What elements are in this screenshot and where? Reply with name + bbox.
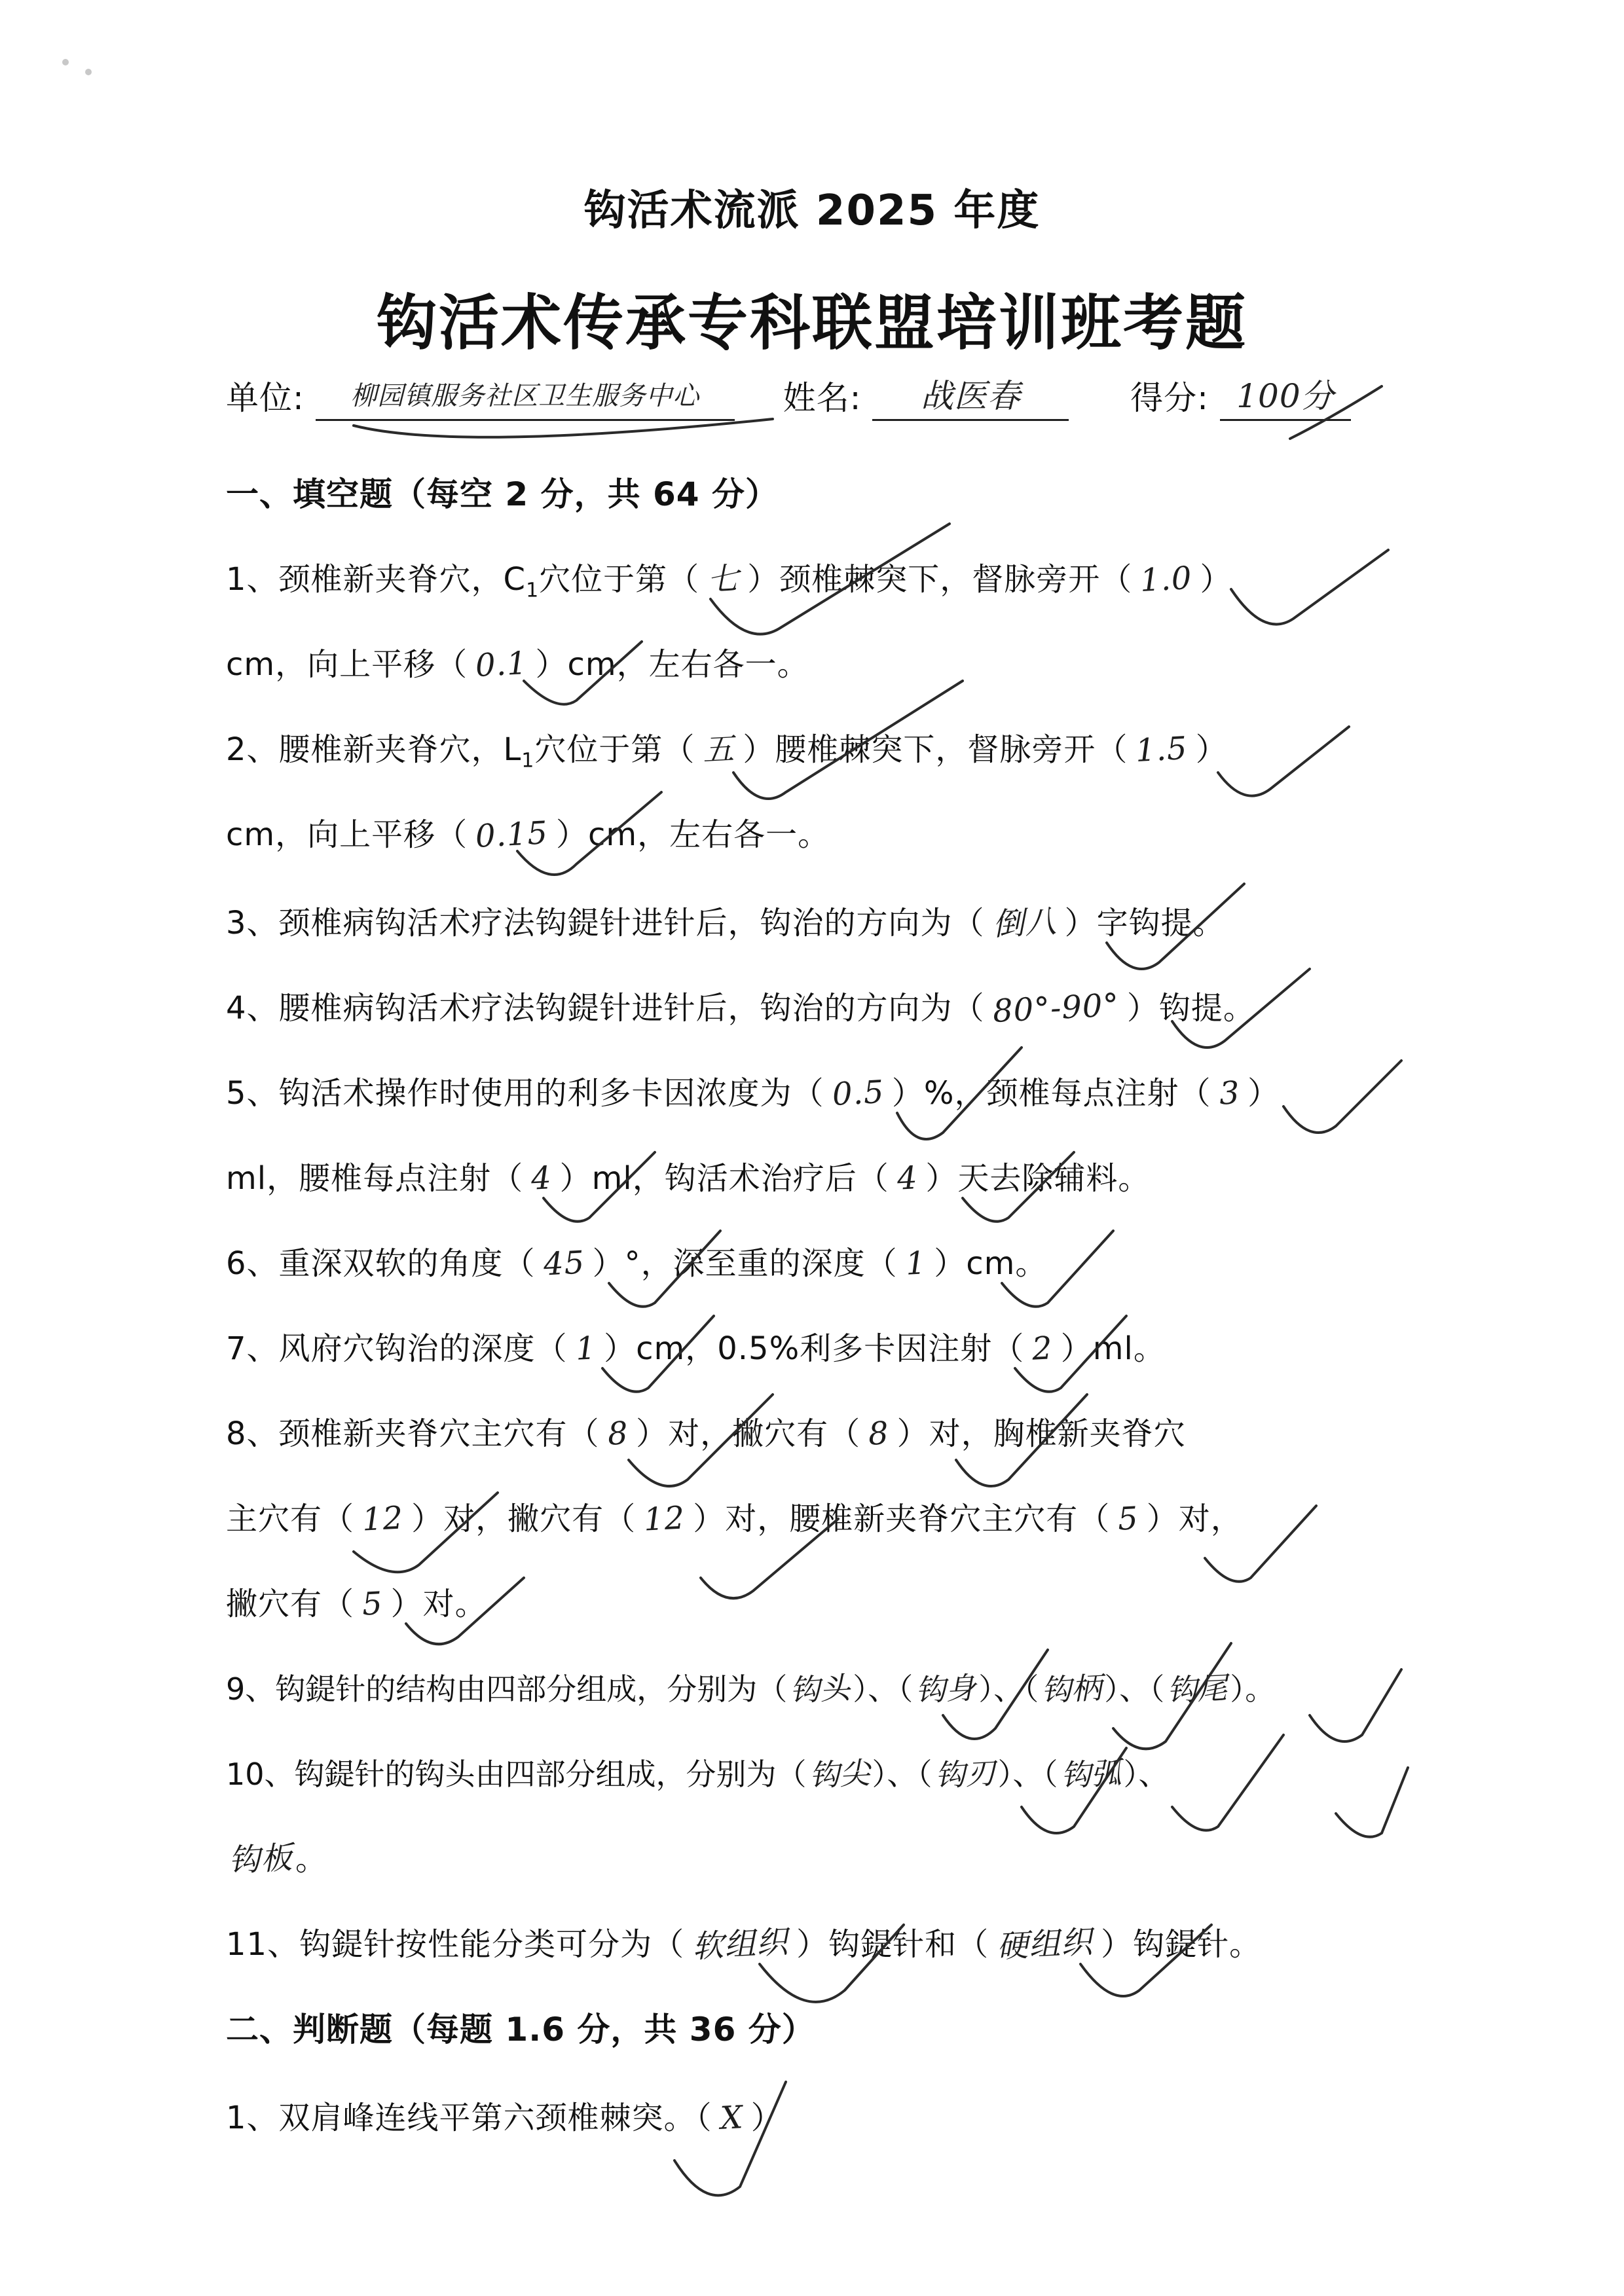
- answer: 1.0: [1139, 559, 1193, 600]
- answer: 钩柄: [1040, 1669, 1103, 1709]
- answer: 3: [1218, 1074, 1241, 1112]
- answer: 0.1: [474, 644, 528, 685]
- question-10-line2: 钩板。: [226, 1836, 1418, 1882]
- check-mark: [354, 419, 773, 437]
- scan-speck: [85, 69, 92, 75]
- answer: 1: [904, 1245, 927, 1283]
- answer: 5: [1116, 1500, 1140, 1538]
- question-8-line1: 8、颈椎新夹脊穴主穴有（ 8 ）对，撇穴有（ 8 ）对，胸椎新夹脊穴: [226, 1411, 1418, 1457]
- section1-heading: 一、填空题（每空 2 分，共 64 分）: [226, 475, 779, 513]
- answer: 钩尾: [1166, 1669, 1228, 1709]
- answer: 8: [606, 1415, 629, 1453]
- question-6: 6、重深双软的角度（ 45 ）°，深至重的深度（ 1 ）cm。: [226, 1241, 1418, 1286]
- name-label: 姓名:: [783, 379, 862, 417]
- answer: 4: [896, 1159, 919, 1197]
- answer: 倒八: [991, 903, 1058, 943]
- question-2-line2: cm，向上平移（ 0.15 ）cm，左右各一。: [226, 812, 1418, 858]
- answer: 钩弧: [1060, 1755, 1122, 1794]
- info-line: [226, 373, 1418, 421]
- answer: 钩刃: [934, 1755, 996, 1794]
- unit-label: 单位:: [226, 379, 304, 417]
- answer: 8: [867, 1415, 891, 1453]
- question-2-line1: 2、腰椎新夹脊穴，$L_1$穴位于第（ 五 ）腰椎棘突下，督脉旁开（ 1.5 ）: [226, 727, 1418, 784]
- exam-title: 钩活术传承专科联盟培训班考题: [376, 288, 1247, 358]
- question-9: 9、钩鍉针的结构由四部分组成，分别为（钩头）、（钩身）、（钩柄）、（钩尾）。: [226, 1666, 1418, 1712]
- answer: 七: [706, 560, 741, 599]
- question-4: 4、腰椎病钩活术疗法钩鍉针进针后，钩治的方向为（ 80°-90° ）钩提。: [226, 985, 1418, 1031]
- school-line: 钩活术流派 2025 年度: [583, 187, 1041, 235]
- answer: 1.5: [1135, 729, 1189, 770]
- question-1-line1: 1、颈椎新夹脊穴，$C_1$穴位于第（ 七 ）颈椎棘突下，督脉旁开（ 1.0 ）: [226, 556, 1418, 614]
- score-label: 得分:: [1130, 379, 1209, 417]
- answer: 五: [701, 730, 736, 769]
- scan-speck: [62, 59, 69, 65]
- question-5-line1: 5、钩活术操作时使用的利多卡因浓度为（ 0.5 ）%，颈椎每点注射（ 3 ）: [226, 1070, 1418, 1116]
- answer: 0.15: [474, 814, 549, 855]
- answer: 硬组织: [995, 1923, 1094, 1965]
- question-3: 3、颈椎病钩活术疗法钩鍉针进针后，钩治的方向为（ 倒八 ）字钩提。: [226, 900, 1418, 946]
- answer: 80°-90°: [991, 986, 1120, 1030]
- answer: 2: [1031, 1330, 1054, 1368]
- score-value: 100分: [1220, 373, 1351, 421]
- section2-heading: 二、判断题（每题 1.6 分，共 36 分）: [226, 2011, 815, 2049]
- question-7: 7、风府穴钩治的深度（ 1 ）cm，0.5%利多卡因注射（ 2 ）ml。: [226, 1326, 1418, 1372]
- judgement-question-1: 1、双肩峰连线平第六颈椎棘突。（ X ）: [226, 2095, 1418, 2141]
- question-8-line2: 主穴有（ 12 ）对，撇穴有（ 12 ）对，腰椎新夹脊穴主穴有（ 5 ）对，: [226, 1496, 1418, 1542]
- answer: 1: [574, 1330, 597, 1368]
- question-5-line2: ml，腰椎每点注射（ 4 ）ml，钩活术治疗后（ 4 ）天去除辅料。: [226, 1156, 1418, 1201]
- answer: 钩头: [788, 1669, 851, 1709]
- name-value: 战医春: [872, 373, 1069, 421]
- unit-value: 柳园镇服务社区卫生服务中心: [316, 373, 735, 421]
- answer: 45: [542, 1244, 586, 1283]
- answer: 0.5: [831, 1073, 885, 1114]
- answer: 12: [361, 1499, 405, 1539]
- answer: X: [719, 2099, 745, 2137]
- answer: 12: [642, 1499, 686, 1539]
- answer: 4: [530, 1159, 553, 1197]
- question-11: 11、钩鍉针按性能分类可分为（ 软组织 ）钩鍉针和（ 硬组织 ）钩鍉针。: [226, 1922, 1418, 1967]
- question-1-line2: cm，向上平移（ 0.1 ）cm，左右各一。: [226, 642, 1418, 687]
- answer: 5: [361, 1585, 384, 1623]
- question-10-line1: 10、钩鍉针的钩头由四部分组成，分别为（钩尖）、（钩刃）、（钩弧）、: [226, 1751, 1418, 1797]
- question-8-line3: 撇穴有（ 5 ）对。: [226, 1581, 1418, 1627]
- answer: 钩尖: [808, 1755, 870, 1794]
- answer: 钩身: [914, 1669, 977, 1709]
- answer: 钩板: [227, 1839, 294, 1880]
- answer: 软组织: [691, 1923, 790, 1965]
